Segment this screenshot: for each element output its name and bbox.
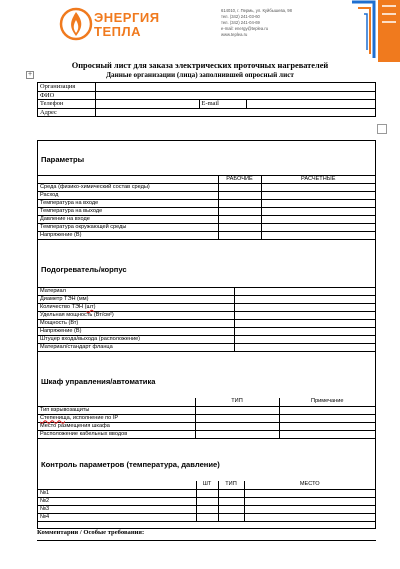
param-working-input[interactable] bbox=[218, 224, 261, 232]
control-label: №2 bbox=[38, 497, 196, 505]
cabinet-type-input[interactable] bbox=[195, 406, 279, 414]
phone-label: Телефон bbox=[38, 100, 96, 109]
table-row bbox=[38, 505, 375, 513]
cabinet-table bbox=[38, 398, 375, 439]
param-calc-input[interactable] bbox=[261, 200, 375, 208]
comments-input-line[interactable] bbox=[37, 540, 376, 541]
table-row bbox=[38, 344, 375, 352]
param-working-input[interactable] bbox=[218, 200, 261, 208]
cabinet-note-input[interactable] bbox=[279, 414, 375, 422]
ip-label-misspelled: Степенищ bbox=[40, 414, 67, 421]
qty-unit-misspelled: шт bbox=[86, 304, 94, 310]
address-input[interactable] bbox=[95, 108, 375, 117]
param-label: Напряжение (В) bbox=[38, 232, 218, 240]
param-label: Расход bbox=[38, 192, 218, 200]
param-label: Температура на входе bbox=[38, 200, 218, 208]
control-qty-input[interactable] bbox=[196, 505, 218, 513]
ip-label-rest: а, исполнение по IP bbox=[66, 414, 119, 421]
heater-label: Диаметр ТЭН (мм) bbox=[38, 296, 234, 304]
questionnaire-frame bbox=[37, 140, 376, 529]
control-qty-input[interactable] bbox=[196, 513, 218, 521]
email-label: E-mail bbox=[199, 100, 247, 109]
table-row bbox=[38, 288, 375, 296]
control-place-input[interactable] bbox=[244, 489, 375, 497]
col-place: МЕСТО bbox=[244, 481, 375, 489]
decorative-corner-graphic bbox=[330, 0, 400, 62]
params-section-title: Параметры bbox=[41, 155, 85, 164]
control-type-input[interactable] bbox=[218, 513, 244, 521]
param-calc-input[interactable] bbox=[261, 216, 375, 224]
control-place-input[interactable] bbox=[244, 513, 375, 521]
cabinet-label: Тип взрывозащиты bbox=[38, 406, 195, 414]
col-control-type: ТИП bbox=[218, 481, 244, 489]
control-type-input[interactable] bbox=[218, 489, 244, 497]
brand-name-line2: ТЕПЛА bbox=[94, 24, 141, 39]
param-label: Температура окружающей среды bbox=[38, 224, 218, 232]
table-row bbox=[38, 192, 375, 200]
control-type-input[interactable] bbox=[218, 505, 244, 513]
brand-name-line1: ЭНЕРГИЯ bbox=[94, 10, 160, 25]
table-row bbox=[38, 312, 375, 320]
table-row bbox=[38, 422, 375, 430]
param-calc-input[interactable] bbox=[261, 192, 375, 200]
cabinet-label bbox=[38, 414, 195, 422]
control-qty-input[interactable] bbox=[196, 489, 218, 497]
control-place-input[interactable] bbox=[244, 497, 375, 505]
flame-logo-icon bbox=[58, 6, 94, 42]
table-row bbox=[38, 108, 376, 117]
document-subtitle: Данные организации (лица) заполнившей опросный лист bbox=[106, 71, 294, 79]
table-row bbox=[38, 200, 375, 208]
org-label: Организация bbox=[38, 83, 96, 92]
cabinet-note-input[interactable] bbox=[279, 430, 375, 438]
param-working-input[interactable] bbox=[218, 232, 261, 240]
org-input[interactable] bbox=[95, 83, 375, 92]
table-row bbox=[38, 304, 375, 312]
table-row bbox=[38, 208, 375, 216]
table-row bbox=[38, 497, 375, 505]
control-place-input[interactable] bbox=[244, 505, 375, 513]
heater-label: Мощность (Вт) bbox=[38, 320, 234, 328]
param-working-input[interactable] bbox=[218, 192, 261, 200]
contact-address: 614010, г. Пермь, ул. Куйбышева, 98 bbox=[221, 8, 292, 13]
heater-input[interactable] bbox=[234, 296, 375, 304]
qty-label-text: Количество ТЭН ( bbox=[40, 304, 87, 310]
company-contacts bbox=[221, 8, 292, 38]
heater-label: Штуцер входа/выхода (расположение) bbox=[38, 336, 234, 344]
heater-input[interactable] bbox=[234, 304, 375, 312]
control-header-blank bbox=[38, 481, 196, 489]
col-type: ТИП bbox=[195, 398, 279, 406]
table-row bbox=[38, 489, 375, 497]
table-row bbox=[38, 100, 376, 109]
table-row bbox=[38, 336, 375, 344]
control-label: №4 bbox=[38, 513, 196, 521]
heater-input[interactable] bbox=[234, 336, 375, 344]
heater-section-title: Подогреватель/корпус bbox=[41, 265, 127, 274]
organization-table bbox=[37, 82, 376, 117]
heater-table bbox=[38, 287, 375, 352]
control-label: №1 bbox=[38, 489, 196, 497]
control-table bbox=[38, 481, 375, 522]
table-row bbox=[38, 398, 375, 406]
table-row bbox=[38, 430, 375, 438]
param-label: Давление на входе bbox=[38, 216, 218, 224]
table-row bbox=[38, 176, 375, 184]
table-resize-handle[interactable] bbox=[377, 124, 387, 134]
contact-email: e-mail: energy@teplea.ru bbox=[221, 26, 269, 31]
table-move-handle-icon[interactable]: + bbox=[27, 71, 33, 78]
heater-label bbox=[38, 304, 234, 312]
param-label: Среда (физико-химический состав среды) bbox=[38, 184, 218, 192]
table-row bbox=[38, 414, 375, 422]
table-row bbox=[38, 513, 375, 521]
control-type-input[interactable] bbox=[218, 497, 244, 505]
heater-label: Напряжение (В) bbox=[38, 328, 234, 336]
table-row bbox=[38, 320, 375, 328]
heater-input[interactable] bbox=[234, 344, 375, 352]
cabinet-header-blank bbox=[38, 398, 195, 406]
params-table bbox=[38, 175, 375, 240]
col-working: РАБОЧИЕ bbox=[218, 176, 261, 184]
param-working-input[interactable] bbox=[218, 184, 261, 192]
table-row bbox=[38, 184, 375, 192]
param-calc-input[interactable] bbox=[261, 184, 375, 192]
contact-phone-1: тел. (342) 241-03-60 bbox=[221, 14, 260, 19]
param-working-input[interactable] bbox=[218, 216, 261, 224]
heater-label: Материал bbox=[38, 288, 234, 296]
document-title: Опросный лист для заказа электрических проточных нагревателей bbox=[71, 61, 329, 70]
control-label: №3 bbox=[38, 505, 196, 513]
cabinet-note-input[interactable] bbox=[279, 422, 375, 430]
table-row bbox=[38, 224, 375, 232]
heater-input[interactable] bbox=[234, 328, 375, 336]
param-calc-input[interactable] bbox=[261, 232, 375, 240]
heater-input[interactable] bbox=[234, 320, 375, 328]
param-calc-input[interactable] bbox=[261, 224, 375, 232]
heater-input[interactable] bbox=[234, 312, 375, 320]
control-section-title: Контроль параметров (температура, давление) bbox=[41, 460, 220, 469]
control-qty-input[interactable] bbox=[196, 497, 218, 505]
table-row bbox=[38, 232, 375, 240]
param-label: Температура на выходе bbox=[38, 208, 218, 216]
cabinet-type-input[interactable] bbox=[195, 422, 279, 430]
cabinet-label: Место размещения шкафа bbox=[38, 422, 195, 430]
heater-label: Материал/стандарт фланца bbox=[38, 344, 234, 352]
col-note: Примечание bbox=[279, 398, 375, 406]
phone-input[interactable] bbox=[95, 100, 199, 109]
cabinet-section-title: Шкаф управления/автоматика bbox=[41, 377, 156, 386]
qty-label-close: ) bbox=[93, 304, 96, 310]
cabinet-label: Расположение кабельных вводов bbox=[38, 430, 195, 438]
param-working-input[interactable] bbox=[218, 208, 261, 216]
heater-input[interactable] bbox=[234, 288, 375, 296]
param-calc-input[interactable] bbox=[261, 208, 375, 216]
address-label: Адрес bbox=[38, 108, 96, 117]
params-header-blank bbox=[38, 176, 218, 184]
fio-input[interactable] bbox=[95, 91, 375, 100]
col-qty: ШТ bbox=[196, 481, 218, 489]
table-row bbox=[38, 83, 376, 92]
contact-phone-2: тел. (342) 241-04-69 bbox=[221, 20, 260, 25]
cabinet-note-input[interactable] bbox=[279, 406, 375, 414]
email-input[interactable] bbox=[247, 100, 376, 109]
table-row bbox=[38, 406, 375, 414]
table-row bbox=[38, 216, 375, 224]
heater-label: Удельная мощность (Вт/см²) bbox=[38, 312, 234, 320]
table-row bbox=[38, 296, 375, 304]
table-row bbox=[38, 328, 375, 336]
comments-label: Комментарии / Особые требования: bbox=[37, 529, 145, 536]
table-row bbox=[38, 481, 375, 489]
cabinet-type-input[interactable] bbox=[195, 414, 279, 422]
col-calc: РАСЧЕТНЫЕ bbox=[261, 176, 375, 184]
table-row bbox=[38, 91, 376, 100]
cabinet-type-input[interactable] bbox=[195, 430, 279, 438]
fio-label: ФИО bbox=[38, 91, 96, 100]
company-logo bbox=[58, 4, 208, 44]
contact-website: www.teplea.ru bbox=[221, 32, 248, 37]
